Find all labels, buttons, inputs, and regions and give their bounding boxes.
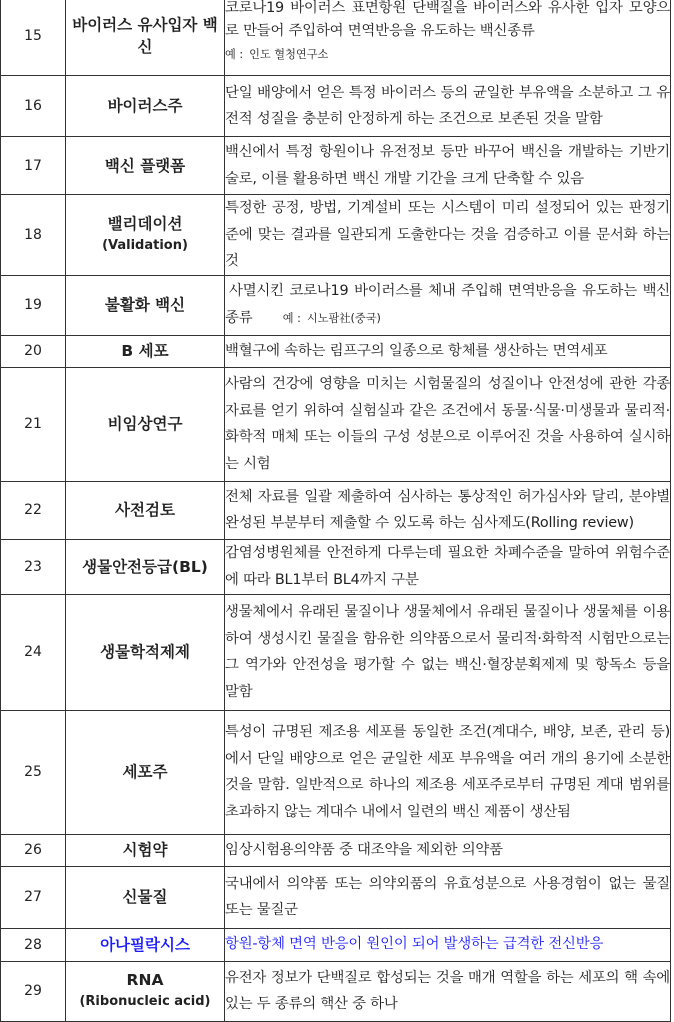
definition: 임상시험용의약품 중 대조약을 제외한 의약품	[225, 834, 671, 866]
row-number: 20	[1, 335, 66, 367]
term: 백신 플랫폼	[66, 137, 225, 195]
definition: 유전자 정보가 단백질로 합성되는 것을 매개 역할을 하는 세포의 핵 속에 있는 두 종류의 핵산 중 하나	[225, 961, 671, 1021]
term-subtitle: (Ribonucleic acid)	[79, 994, 211, 1009]
definition: 백혈구에 속하는 림프구의 일종으로 항체를 생산하는 면역세포	[225, 335, 671, 367]
term: 불활화 백신	[66, 275, 225, 335]
definition: 사람의 건강에 영향을 미치는 시험물질의 성질이나 안전성에 관한 각종 자료를 얻기 위하여 실험실과 같은 조건에서 동물·식물·미생물과 물리적·화학적 매체 또는 이들의 구성 성분으로 이루어진 것을 사용하여 실시하는 시험	[225, 367, 671, 481]
definition: 단일 배양에서 얻은 특정 바이러스 등의 균일한 부유액을 소분하고 그 유전적 성질을 충분히 안정하게 하는 조건으로 보존된 것을 말함	[225, 76, 671, 137]
table-row	[1, 928, 671, 961]
example-value: 시노팜社(중국)	[306, 311, 381, 325]
table-row	[1, 594, 671, 710]
example-value: 인도 혈청연구소	[249, 48, 329, 61]
definition: 특정한 공정, 방법, 기계설비 또는 시스템이 미리 설정되어 있는 판정기준에 맞는 결과를 일관되게 도출한다는 것을 검증하고 이를 문서화 하는 것	[225, 195, 671, 276]
definition	[225, 275, 671, 335]
example-label: 예 :	[225, 48, 244, 61]
row-number: 16	[1, 76, 66, 137]
term-main: RNA	[126, 971, 164, 989]
row-number: 25	[1, 710, 66, 834]
row-number: 29	[1, 961, 66, 1021]
table-row	[1, 961, 671, 1021]
term	[66, 195, 225, 276]
term: 비임상연구	[66, 367, 225, 481]
definition: 백신에서 특정 항원이나 유전정보 등만 바꾸어 백신을 개발하는 기반기술로, 이를 활용하면 백신 개발 기간을 크게 단축할 수 있음	[225, 137, 671, 195]
term: 바이러스 유사입자 백신	[66, 0, 225, 76]
term: 사전검토	[66, 481, 225, 539]
term: 생물안전등급(BL)	[66, 539, 225, 594]
table-row	[1, 137, 671, 195]
row-number: 28	[1, 928, 66, 961]
table-row	[1, 367, 671, 481]
term: 시험약	[66, 834, 225, 866]
definition: 항원-항체 면역 반응이 원인이 되어 발생하는 급격한 전신반응	[225, 928, 671, 961]
definition: 감염성병원체를 안전하게 다루는데 필요한 차폐수준을 말하여 위험수준에 따라 BL1부터 BL4까지 구분	[225, 539, 671, 594]
term: 바이러스주	[66, 76, 225, 137]
table-row	[1, 195, 671, 276]
row-number: 19	[1, 275, 66, 335]
definition: 국내에서 의약품 또는 의약외품의 유효성분으로 사용경험이 없는 물질 또는 물질군	[225, 866, 671, 928]
definition-text: 코로나19 바이러스 표면항원 단백질을 바이러스와 유사한 입자 모양으로 만들어 주입하여 면역반응을 유도하는 백신종류	[225, 0, 670, 39]
term-main: 밸리데이션	[107, 214, 183, 233]
row-number: 23	[1, 539, 66, 594]
row-number: 26	[1, 834, 66, 866]
definition	[225, 0, 671, 76]
table-row	[1, 335, 671, 367]
definition-text: 사멸시킨 코로나19 바이러스를 체내 주입해 면역반응을 유도하는 백신종류	[225, 283, 670, 326]
definition: 전체 자료를 일괄 제출하여 심사하는 통상적인 허가심사와 달리, 분야별 완성된 부분부터 제출할 수 있도록 하는 심사제도(Rolling review)	[225, 481, 671, 539]
row-number: 17	[1, 137, 66, 195]
term: 세포주	[66, 710, 225, 834]
row-number: 22	[1, 481, 66, 539]
table-row	[1, 0, 671, 76]
term: 아나필락시스	[66, 928, 225, 961]
table-row	[1, 866, 671, 928]
row-number: 24	[1, 594, 66, 710]
definition: 생물체에서 유래된 물질이나 생물체에서 유래된 물질이나 생물체를 이용하여 생성시킨 물질을 함유한 의약품으로서 물리적·화학적 시험만으로는 그 역가와 안전성을 평가할 수 없는 백신·혈장분획제제 및 항독소 등을 말함	[225, 594, 671, 710]
term	[66, 961, 225, 1021]
table-row	[1, 76, 671, 137]
row-number: 27	[1, 866, 66, 928]
table-row	[1, 834, 671, 866]
definition: 특성이 규명된 제조용 세포를 동일한 조건(계대수, 배양, 보존, 관리 등)에서 단일 배양으로 얻은 균일한 세포 부유액을 여러 개의 용기에 소분한 것을 말함. 일반적으로 하나의 제조용 세포주로부터 규명된 계대 범위를 초과하지 않는 계대수 내에서 일련의 백신 제품이 생산됨	[225, 710, 671, 834]
table-row	[1, 481, 671, 539]
example	[225, 48, 328, 61]
term: B 세포	[66, 335, 225, 367]
row-number: 18	[1, 195, 66, 276]
table-row	[1, 275, 671, 335]
row-number: 15	[1, 0, 66, 76]
term: 생물학적제제	[66, 594, 225, 710]
example-label: 예 :	[282, 311, 301, 325]
term: 신물질	[66, 866, 225, 928]
term-subtitle: (Validation)	[102, 237, 188, 253]
table-row	[1, 539, 671, 594]
row-number: 21	[1, 367, 66, 481]
table-row	[1, 710, 671, 834]
example	[257, 312, 381, 325]
